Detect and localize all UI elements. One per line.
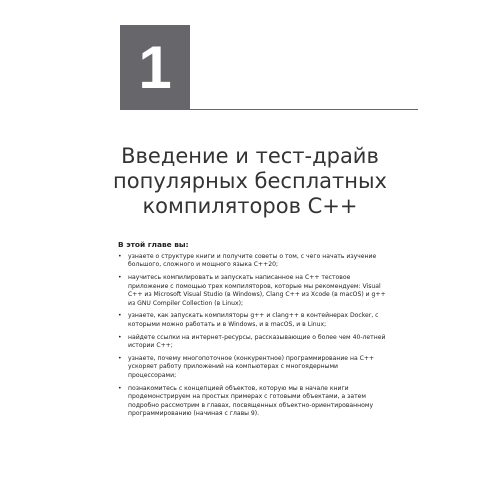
list-item — [118, 253, 388, 270]
list-item-text: узнаете, почему многопоточное (конкурентное) программирование на C++ ускоряет работу приложений на компьютерах с многоядерными процессорами; — [128, 355, 375, 379]
list-item — [118, 385, 388, 419]
bullet-icon: • — [118, 253, 122, 260]
list-item-text: научитесь компилировать и запускать написанное на C++ тестовое приложение с помощью трех компиляторов, которые мы рекомендуем: Visual C++ из Microsoft Visual Studio (в Windows), Clang C++ из Xcode (в macOS) и g++ из GNU Compiler Collection (в Linux); — [128, 274, 386, 307]
chapter-title-line: Введение и тест-драйв — [121, 144, 379, 168]
list-item-text: найдете ссылки на интернет-ресурсы, рассказывающие о более чем 40-летней истории C++; — [128, 333, 386, 350]
chapter-divider — [190, 109, 418, 110]
bullet-icon: • — [118, 312, 122, 320]
list-item — [118, 274, 388, 308]
chapter-title-line: популярных бесплатных — [113, 169, 387, 193]
list-item — [118, 334, 388, 351]
chapter-number: 1 — [138, 33, 172, 101]
bullet-icon: • — [118, 384, 122, 392]
bullet-icon: • — [118, 333, 122, 341]
chapter-title-line: компиляторов C++ — [142, 194, 358, 218]
intro-label: В этой главе вы: — [118, 240, 189, 249]
list-item-text: узнаете, как запускать компиляторы g++ и clang++ в контейнерах Docker, с которыми можно работать и в Windows, и в macOS, и в Linux; — [128, 312, 379, 328]
chapter-number-box — [120, 25, 190, 110]
list-item — [118, 355, 388, 380]
chapter-goals-list — [118, 253, 388, 423]
list-item-text: познакомитесь с концепцией объектов, которую мы в начале книги продемонстрируем на простых примерах с готовыми объектами, а затем подробно рассмотрим в главах, посвященных объектно-ориентированному программированию (начиная с главы 9). — [128, 384, 374, 417]
bullet-icon: • — [118, 274, 122, 282]
list-item — [118, 312, 388, 329]
list-item-text: узнаете о структуре книги и получите советы о том, с чего начать изучение большого, сложного и мощного языка C++20; — [128, 253, 377, 269]
bullet-icon: • — [118, 355, 122, 363]
chapter-title — [60, 144, 440, 219]
